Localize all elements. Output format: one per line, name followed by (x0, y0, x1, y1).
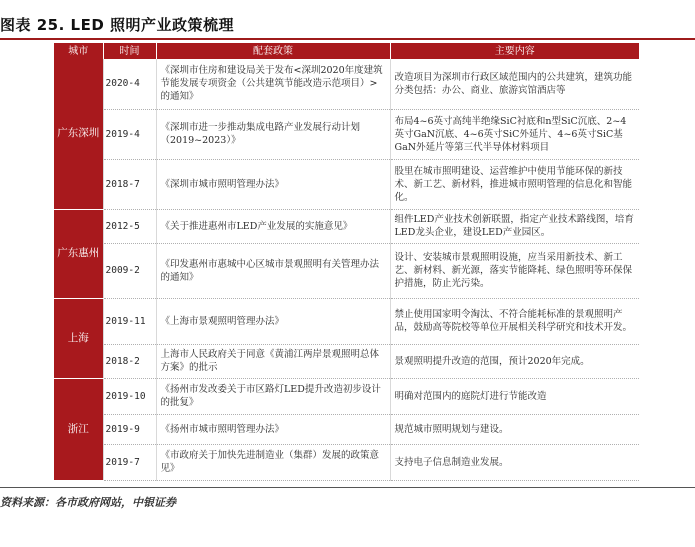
content-cell: 明确对范围内的庭院灯进行节能改造 (390, 378, 639, 414)
content-cell: 股里在城市照明建设、运营维护中使用节能环保的新技术、新工艺、新材料，推进城市照明管理的信息化和智能化。 (390, 159, 639, 209)
policy-cell: 《上海市景观照明管理办法》 (156, 298, 390, 344)
content-cell: 组件LED产业技术创新联盟，指定产业技术路线图，培育LED龙头企业，建设LED产业园区。 (390, 209, 639, 243)
time-cell: 2019-7 (103, 444, 156, 480)
city-cell: 广东惠州 (54, 209, 103, 298)
policy-table (54, 43, 639, 481)
table-row (54, 209, 639, 243)
title-divider (0, 38, 695, 40)
figure-title: 图表 25. LED 照明产业政策梳理 (0, 16, 234, 34)
policy-cell: 《关于推进惠州市LED产业发展的实施意见》 (156, 209, 390, 243)
header-time: 时间 (103, 43, 156, 59)
policy-cell: 《深圳市住房和建设局关于发布<深圳2020年度建筑节能发展专项资金（公共建筑节能改造示范项目）>的通知》 (156, 59, 390, 109)
content-cell: 禁止使用国家明令淘汰、不符合能耗标准的景观照明产品，鼓励高等院校等单位开展相关科学研究和技术开发。 (390, 298, 639, 344)
table-row (54, 298, 639, 344)
policy-cell: 《扬州市发改委关于市区路灯LED提升改造初步设计的批复》 (156, 378, 390, 414)
content-cell: 规范城市照明规划与建设。 (390, 414, 639, 444)
header-policy: 配套政策 (156, 43, 390, 59)
content-cell: 景观照明提升改造的范围，预计2020年完成。 (390, 344, 639, 378)
policy-cell: 《深圳市城市照明管理办法》 (156, 159, 390, 209)
city-cell: 广东深圳 (54, 59, 103, 209)
policy-cell: 《扬州市城市照明管理办法》 (156, 414, 390, 444)
header-content: 主要内容 (390, 43, 639, 59)
bottom-divider (0, 487, 695, 488)
time-cell: 2019-11 (103, 298, 156, 344)
table-row (54, 59, 639, 109)
policy-cell: 《市政府关于加快先进制造业（集群）发展的政策意见》 (156, 444, 390, 480)
table-row (54, 414, 639, 444)
header-city: 城市 (54, 43, 103, 59)
city-cell: 上海 (54, 298, 103, 378)
time-cell: 2018-7 (103, 159, 156, 209)
time-cell: 2019-10 (103, 378, 156, 414)
table-row (54, 159, 639, 209)
content-cell: 设计、安装城市景观照明设施，应当采用新技术、新工艺、新材料、新光源，落实节能降耗、绿色照明等环保保护措施，防止光污染。 (390, 243, 639, 298)
table-row (54, 444, 639, 480)
policy-cell: 《深圳市进一步推动集成电路产业发展行动计划（2019~2023）》 (156, 109, 390, 159)
policy-cell: 《印发惠州市惠城中心区城市景观照明有关管理办法的通知》 (156, 243, 390, 298)
content-cell: 改造项目为深圳市行政区域范围内的公共建筑，建筑功能分类包括：办公、商业、旅游宾馆酒店等 (390, 59, 639, 109)
policy-cell: 上海市人民政府关于同意《黄浦江两岸景观照明总体方案》的批示 (156, 344, 390, 378)
time-cell: 2012-5 (103, 209, 156, 243)
table-row (54, 243, 639, 298)
content-cell: 支持电子信息制造业发展。 (390, 444, 639, 480)
city-cell: 浙江 (54, 378, 103, 480)
table-row (54, 378, 639, 414)
time-cell: 2019-9 (103, 414, 156, 444)
table-header-row (54, 43, 639, 59)
content-cell: 布局4~6英寸高纯半绝缘SiC衬底和n型SiC沉底、2~4英寸GaN沉底、4~6英寸SiC外延片、4~6英寸SiC基GaN外延片等第三代半导体材料项目 (390, 109, 639, 159)
table-row (54, 109, 639, 159)
time-cell: 2018-2 (103, 344, 156, 378)
source-note: 资料来源：各市政府网站，中银证券 (0, 496, 176, 509)
time-cell: 2019-4 (103, 109, 156, 159)
table-row (54, 344, 639, 378)
time-cell: 2020-4 (103, 59, 156, 109)
time-cell: 2009-2 (103, 243, 156, 298)
